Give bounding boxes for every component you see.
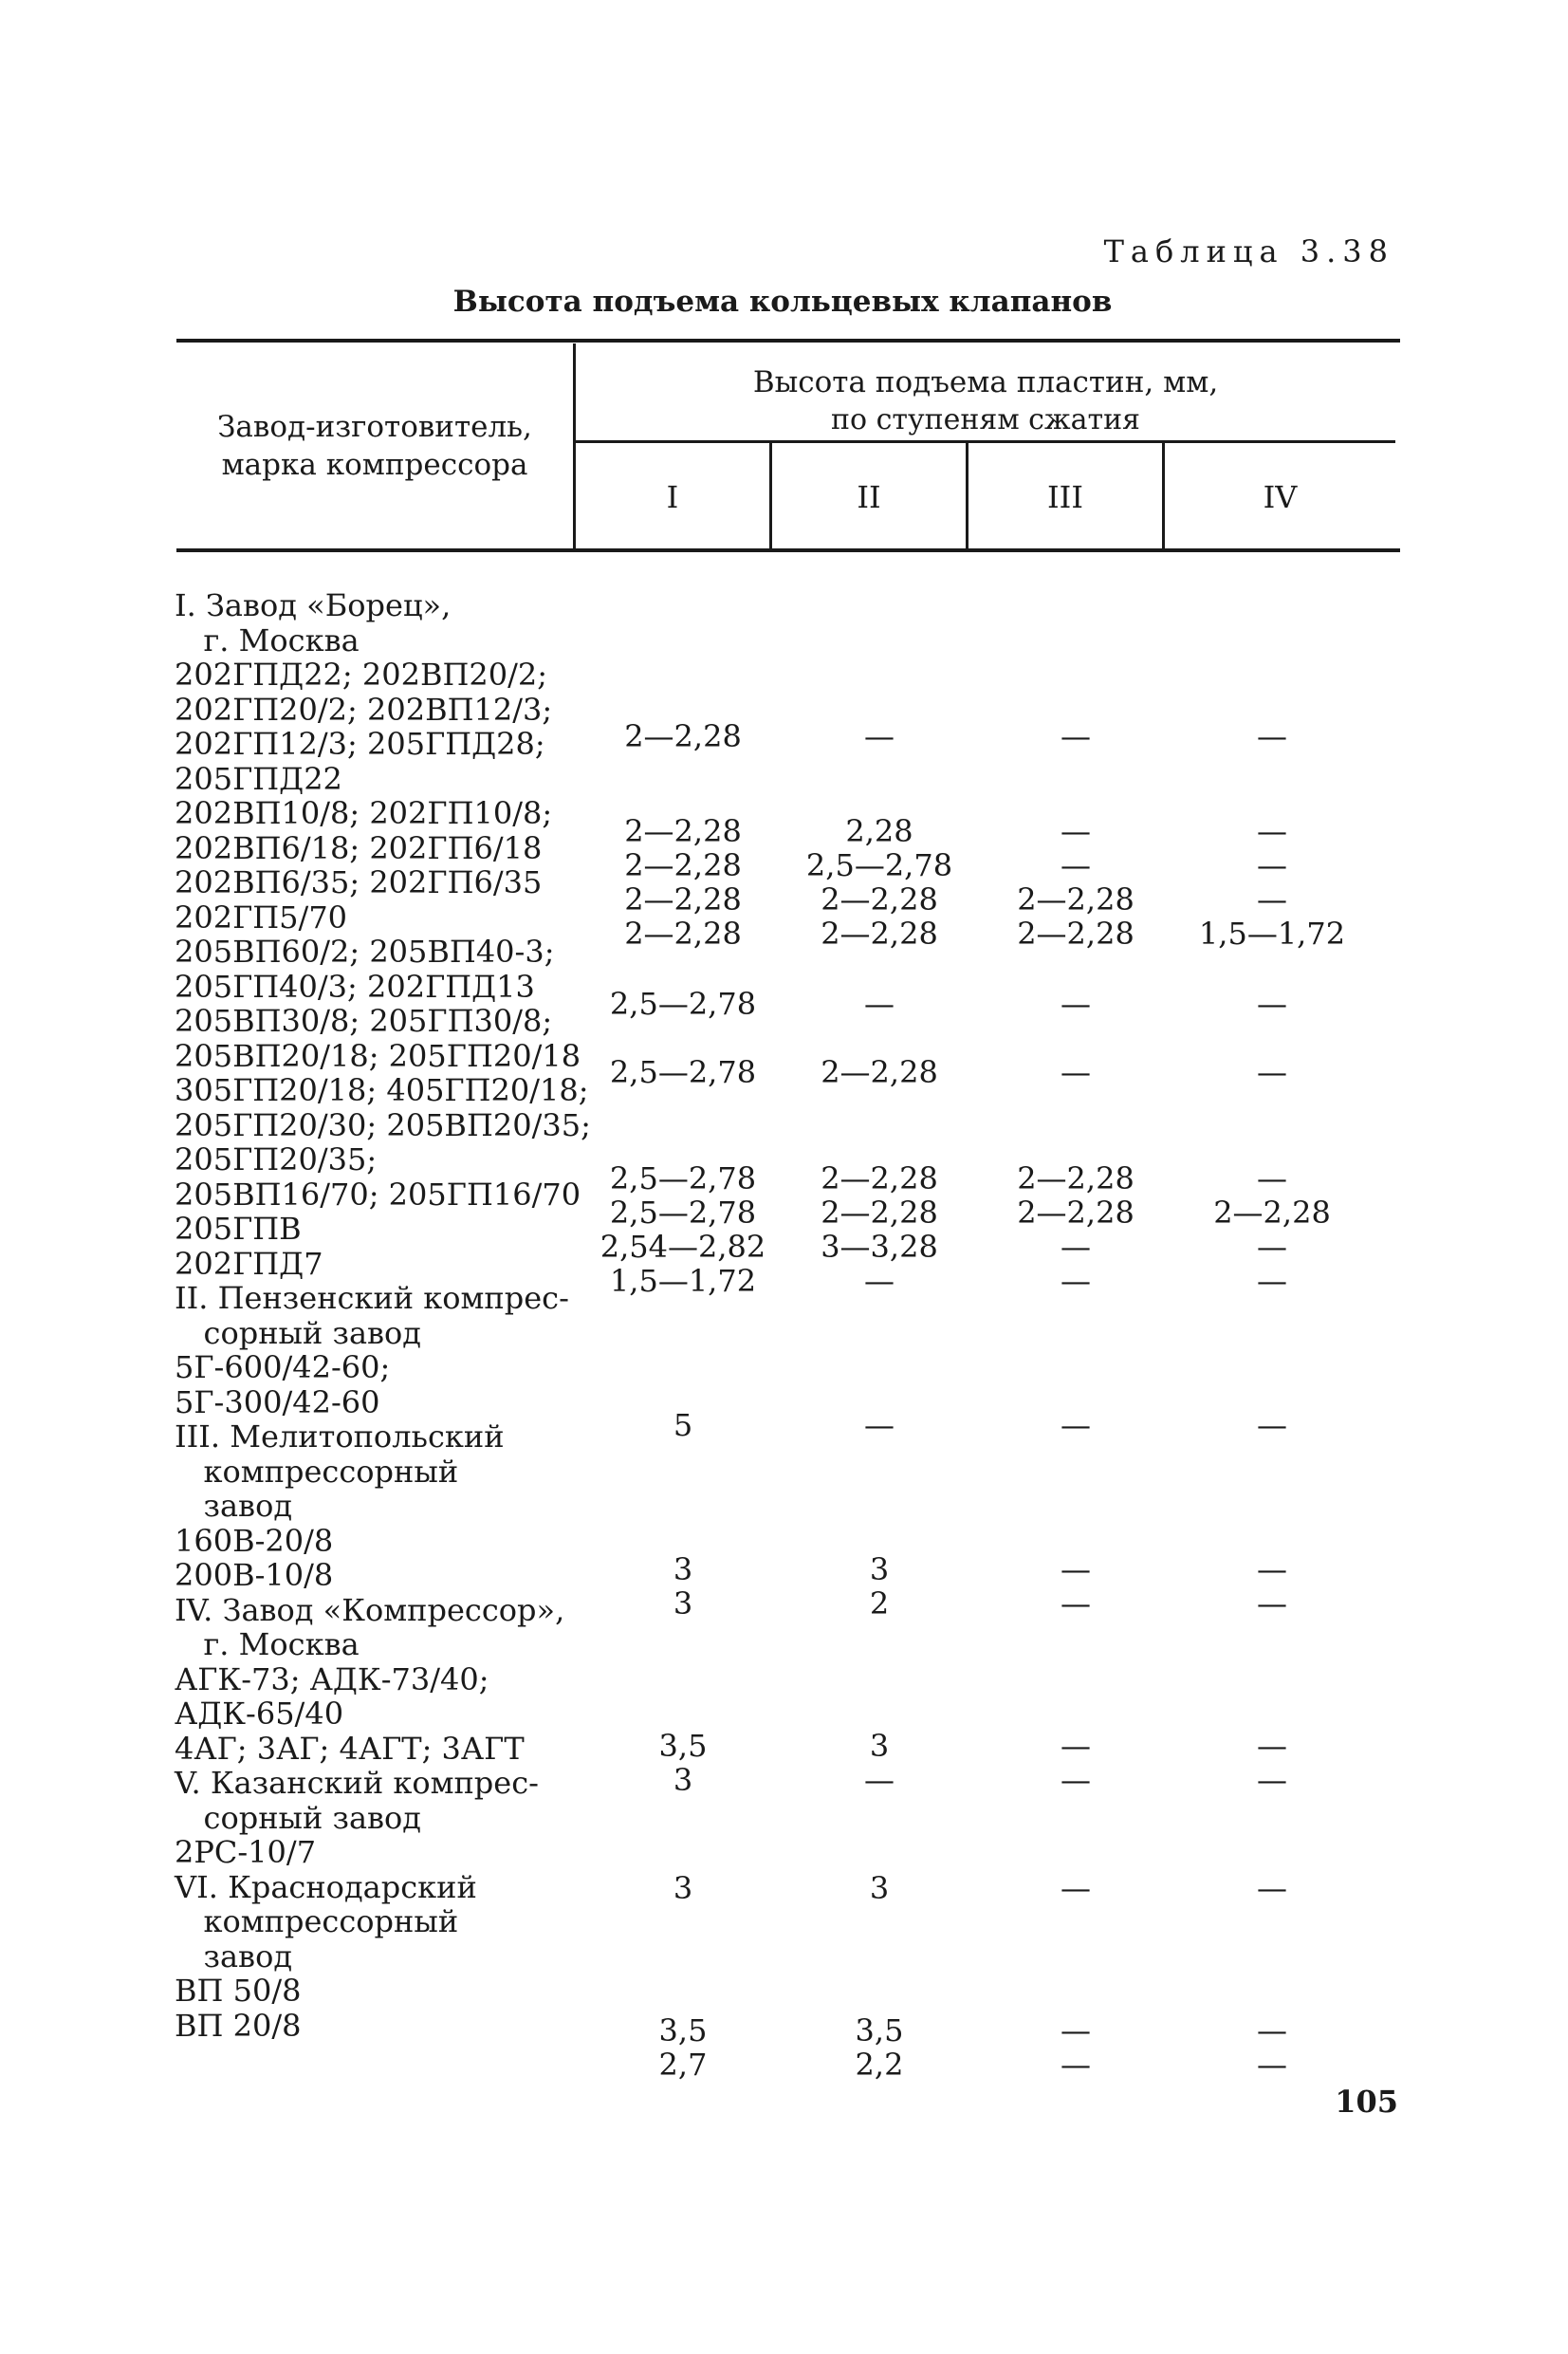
table-row [588,1729,1375,1763]
table-cell-stage-3: 2—2,28 [1017,881,1134,918]
table-cell-stage-4: — [1257,2012,1287,2048]
stage-header-ii: II [857,479,881,515]
table-cell-stage-1: 1,5—1,72 [609,1263,757,1299]
table-cell-stage-2: 2 [869,1585,890,1622]
table-cell-stage-4: — [1257,1762,1287,1798]
manufacturer-line: компрессорный [175,1903,459,1939]
table-row [588,2013,1375,2048]
manufacturer-line: V. Казанский компрес- [175,1765,539,1801]
table-cell-stage-2: — [864,1762,895,1798]
table-cell-stage-3: — [1061,813,1091,849]
manufacturer-line: 202ГП20/2; 202ВП12/3; [175,691,553,728]
table-cell-stage-2: 3 [869,1728,890,1764]
table-cell-stage-4: — [1257,2047,1287,2083]
manufacturer-line: 205ВП16/70; 205ГП16/70 [175,1176,581,1213]
manufacturer-line: 205ВП30/8; 205ГП30/8; [175,1003,553,1039]
manufacturer-line: 2РС-10/7 [175,1834,317,1870]
table-cell-stage-3: — [1061,1762,1091,1798]
table-cell-stage-2: — [864,1263,895,1299]
manufacturer-line: сорный завод [175,1799,421,1836]
table-cell-stage-2: 2—2,28 [821,881,938,918]
table-cell-stage-1: 2,5—2,78 [609,1195,757,1231]
table-row [588,814,1375,848]
stage-header-iv: IV [1263,479,1298,515]
table-cell-stage-4: — [1257,1585,1287,1622]
table-cell-stage-3: — [1061,1870,1091,1906]
stage-header-i: I [666,479,679,515]
table-cell-stage-3: — [1061,1229,1091,1265]
header-group-line2: по ступеням сжатия [831,403,1140,436]
table-cell-stage-4: 2—2,28 [1213,1195,1331,1231]
table-cell-stage-2: 3 [869,1551,890,1587]
table-row [588,1408,1375,1442]
table-row [588,848,1375,882]
table-cell-stage-4: — [1257,1551,1287,1587]
table-row [588,1586,1375,1621]
table-cell-stage-1: 3 [673,1551,693,1587]
manufacturer-line: VI. Краснодарский [175,1868,477,1905]
table-row [588,1264,1375,1298]
table-cell-stage-4: — [1257,1407,1287,1443]
manufacturer-line: III. Мелитопольский [175,1418,505,1455]
manufacturer-line: 202ГП5/70 [175,899,348,936]
manufacturer-line: завод [175,1488,293,1524]
table-cell-stage-3: 2—2,28 [1017,1160,1134,1196]
manufacturer-line: 4АГ; 3АГ; 4АГТ; 3АГТ [175,1730,525,1767]
table-cell-stage-4: — [1257,1229,1287,1265]
table-cell-stage-1: 3 [673,1762,693,1798]
table-cell-stage-2: 3—3,28 [821,1229,938,1265]
table-label: Таблица 3.38 [1103,233,1394,269]
header-first-col [176,408,573,484]
table-cell-stage-3: — [1061,847,1091,883]
manufacturer-line: I. Завод «Борец», [175,587,452,623]
table-cell-stage-1: 2,5—2,78 [609,986,757,1022]
manufacturer-line: 205ГПД22 [175,760,342,797]
table-cell-stage-1: 2,5—2,78 [609,1160,757,1196]
table-row [588,1871,1375,1905]
table-cell-stage-4: — [1257,847,1287,883]
manufacturer-line: 205ВП20/18; 205ГП20/18 [175,1037,581,1074]
table-cell-stage-2: 2,28 [845,813,913,849]
table-cell-stage-3: — [1061,2012,1091,2048]
table-cell-stage-3: — [1061,1728,1091,1764]
manufacturer-line: 5Г-300/42-60 [175,1383,380,1420]
stage-header-iii: III [1047,479,1083,515]
manufacturer-line: 202ГПД7 [175,1245,323,1282]
table-cell-stage-3: — [1061,1551,1091,1587]
manufacturer-line: 205ВП60/2; 205ВП40-3; [175,934,555,970]
table-cell-stage-1: 5 [673,1407,693,1443]
manufacturer-line: 202ВП10/8; 202ГП10/8; [175,795,553,831]
table-cell-stage-4: 1,5—1,72 [1198,916,1346,952]
table-cell-stage-3: — [1061,718,1091,754]
table-cell-stage-4: — [1257,1728,1287,1764]
manufacturer-line: г. Москва [175,1626,360,1662]
table-cell-stage-1: 2—2,28 [624,718,742,754]
table-cell-stage-3: — [1061,2047,1091,2083]
manufacturer-line: 305ГП20/18; 405ГП20/18; [175,1072,589,1108]
table-cell-stage-1: 3,5 [658,2012,708,2048]
table-cell-stage-2: 2—2,28 [821,1160,938,1196]
manufacturer-line: 200В-10/8 [175,1557,334,1593]
manufacturer-line: г. Москва [175,621,360,658]
table-cell-stage-2: 3 [869,1870,890,1906]
table-cell-stage-3: — [1061,1585,1091,1622]
table-row [588,1055,1375,1089]
manufacturer-line: 160В-20/8 [175,1522,334,1559]
header-group-rule [576,440,1395,443]
table-cell-stage-2: — [864,986,895,1022]
header-bottom-rule [176,548,1400,552]
table-cell-stage-3: 2—2,28 [1017,1195,1134,1231]
table-cell-stage-2: 3,5 [855,2012,904,2048]
header-first-col-line1: Завод-изготовитель, [217,410,532,444]
manufacturer-line: 202ГПД22; 202ВП20/2; [175,657,547,693]
manufacturer-line: II. Пензенский компрес- [175,1280,569,1316]
manufacturer-column [175,588,611,2043]
table-cell-stage-1: 2,5—2,78 [609,1054,757,1090]
table-cell-stage-3: — [1061,1054,1091,1090]
table-cell-stage-1: 2—2,28 [624,916,742,952]
table-cell-stage-1: 3,5 [658,1728,708,1764]
manufacturer-line: 202ВП6/18; 202ГП6/18 [175,829,543,866]
table-cell-stage-1: 2—2,28 [624,813,742,849]
manufacturer-line: 205ГП20/35; [175,1141,378,1177]
manufacturer-line: 5Г-600/42-60; [175,1349,391,1385]
table-row [588,917,1375,951]
table-row [588,1552,1375,1586]
table-cell-stage-1: 2,7 [658,2047,708,2083]
table-cell-stage-2: 2,5—2,78 [805,847,953,883]
table-cell-stage-2: 2,2 [855,2047,904,2083]
table-cell-stage-4: — [1257,813,1287,849]
manufacturer-line: АДК-65/40 [175,1696,344,1732]
manufacturer-line: 205ГПВ [175,1211,302,1247]
table-row [588,882,1375,917]
manufacturer-line: 202ВП6/35; 202ГП6/35 [175,864,543,900]
manufacturer-line: 205ГП20/30; 205ВП20/35; [175,1106,591,1143]
manufacturer-line: сорный завод [175,1314,421,1351]
table-row [588,719,1375,753]
table-cell-stage-4: — [1257,986,1287,1022]
table-cell-stage-2: — [864,1407,895,1443]
manufacturer-line: IV. Завод «Компрессор», [175,1591,565,1628]
page-number: 105 [1335,2084,1398,2120]
table-cell-stage-4: — [1257,1870,1287,1906]
table-cell-stage-2: 2—2,28 [821,1195,938,1231]
table-cell-stage-4: — [1257,1160,1287,1196]
manufacturer-line: ВП 50/8 [175,1973,302,2009]
header-group-line1: Высота подъема пластин, мм, [752,365,1219,399]
table-row [588,1196,1375,1230]
table-title: Высота подъема кольцевых клапанов [452,285,1113,319]
manufacturer-line: компрессорный [175,1453,459,1490]
manufacturer-line: 205ГП40/3; 202ГПД13 [175,968,535,1005]
manufacturer-line: завод [175,1937,293,1974]
table-cell-stage-2: 2—2,28 [821,916,938,952]
table-cell-stage-1: 3 [673,1585,693,1622]
table-cell-stage-4: — [1257,1263,1287,1299]
table-cell-stage-2: 2—2,28 [821,1054,938,1090]
table-row [588,1161,1375,1196]
manufacturer-line: ВП 20/8 [175,2007,302,2044]
header-first-col-line2: марка компрессора [221,448,528,482]
table-row [588,2048,1375,2082]
table-cell-stage-4: — [1257,881,1287,918]
header-group [576,363,1395,439]
manufacturer-line: АГК-73; АДК-73/40; [175,1660,489,1697]
table-cell-stage-1: 2,54—2,82 [600,1229,766,1265]
table-cell-stage-4: — [1257,1054,1287,1090]
table-cell-stage-3: 2—2,28 [1017,916,1134,952]
table-top-rule [176,339,1400,343]
table-cell-stage-2: — [864,718,895,754]
table-cell-stage-1: 2—2,28 [624,881,742,918]
table-row [588,1230,1375,1264]
table-cell-stage-1: 2—2,28 [624,847,742,883]
table-cell-stage-3: — [1061,986,1091,1022]
table-cell-stage-1: 3 [673,1870,693,1906]
manufacturer-line: 202ГП12/3; 205ГПД28; [175,726,545,762]
table-cell-stage-3: — [1061,1263,1091,1299]
table-cell-stage-3: — [1061,1407,1091,1443]
table-cell-stage-4: — [1257,718,1287,754]
table-row [588,987,1375,1021]
table-row [588,1763,1375,1797]
